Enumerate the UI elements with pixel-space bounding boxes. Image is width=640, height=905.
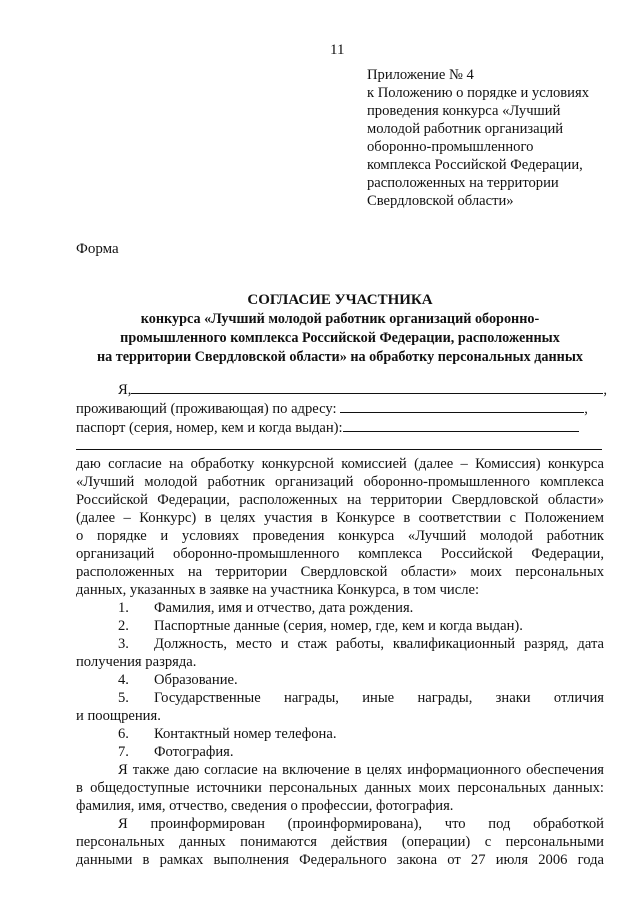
page-number: 11: [330, 42, 345, 58]
consent-line: «Лучший молодой работник организаций оборонно-промышленного комплекса: [76, 474, 604, 490]
list-number: 5.: [118, 690, 129, 706]
list-item: [76, 671, 604, 689]
appendix-note: [367, 66, 627, 210]
passport-label: паспорт (серия, номер, кем и когда выдан):: [76, 420, 343, 436]
consent-line: о порядке и условиях проведения конкурса «Лучший молодой работник: [76, 528, 604, 544]
list-item: [76, 599, 604, 617]
name-field[interactable]: [131, 380, 603, 394]
consent-line: данных, указанных в заявке на участника Конкурса, в том числе:: [76, 582, 480, 598]
informed-line: персональных данных понимаются действия (операции) с персональными: [76, 834, 604, 850]
list-item: [76, 635, 604, 653]
list-number: 3.: [118, 636, 129, 652]
list-item: [76, 689, 604, 707]
appendix-line: проведения конкурса «Лучший: [367, 103, 561, 119]
list-item: [76, 617, 604, 635]
appendix-line: расположенных на территории: [367, 175, 559, 191]
list-text: Государственные награды, иные награды, знаки отличия: [154, 690, 604, 706]
informed-line: Я проинформирован (проинформирована), что под обработкой: [118, 816, 604, 832]
address-field-row: [76, 399, 604, 418]
list-text-continued: получения разряда.: [76, 654, 197, 670]
consent-line: расположенных на территории Свердловской области» моих персональных: [76, 564, 604, 580]
also-consent-line: в общедоступные источники персональных данных моих персональных данных:: [76, 780, 604, 796]
appendix-line: оборонно-промышленного: [367, 139, 534, 155]
list-text: Образование.: [154, 672, 238, 688]
list-number: 6.: [118, 726, 129, 742]
list-number: 1.: [118, 600, 129, 616]
also-consent-line: Я также даю согласие на включение в целях информационного обеспечения: [118, 762, 604, 778]
name-label: Я,: [118, 382, 132, 398]
punct: ,: [603, 382, 608, 398]
document-title: [76, 291, 604, 367]
title-main: СОГЛАСИЕ УЧАСТНИКА: [247, 292, 433, 308]
title-sub-line: промышленного комплекса Российской Федерации, расположенных: [120, 330, 560, 346]
passport-field-row: [76, 418, 604, 437]
list-number: 7.: [118, 744, 129, 760]
list-text: Контактный номер телефона.: [154, 726, 337, 742]
list-number: 2.: [118, 618, 129, 634]
appendix-line: Приложение № 4: [367, 67, 474, 83]
list-item: [76, 743, 604, 761]
title-sub-line: конкурса «Лучший молодой работник организаций оборонно-: [140, 311, 540, 327]
list-text: Должность, место и стаж работы, квалификационный разряд, дата: [154, 636, 604, 652]
informed-line: данными в рамках выполнения Федерального закона от 27 июля 2006 года: [76, 852, 604, 868]
passport-field-continued[interactable]: [76, 447, 602, 450]
appendix-line: Свердловской области»: [367, 193, 514, 209]
document-body: [76, 380, 608, 869]
list-text-continued: и поощрения.: [76, 708, 161, 724]
appendix-line: к Положению о порядке и условиях: [367, 85, 589, 101]
underline-row: [76, 437, 604, 455]
punct: ,: [584, 401, 588, 417]
also-consent-line: фамилия, имя, отчество, сведения о профессии, фотография.: [76, 798, 454, 814]
form-label: Форма: [76, 241, 119, 257]
name-field-row: [76, 380, 608, 399]
list-text: Фамилия, имя и отчество, дата рождения.: [154, 600, 414, 616]
address-label: проживающий (проживающая) по адресу:: [76, 401, 337, 417]
list-text: Паспортные данные (серия, номер, где, кем и когда выдан).: [154, 618, 523, 634]
consent-line: даю согласие на обработку конкурсной комиссией (далее – Комиссия) конкурса: [76, 456, 604, 472]
passport-field[interactable]: [343, 418, 579, 432]
consent-line: Российской Федерации, расположенных на территории Свердловской области»: [76, 492, 604, 508]
address-field[interactable]: [340, 399, 584, 413]
list-item: [76, 725, 604, 743]
title-sub-line: на территории Свердловской области» на обработку персональных данных: [96, 349, 584, 365]
consent-line: организаций оборонно-промышленного комплекса Российской Федерации,: [76, 546, 604, 562]
appendix-line: молодой работник организаций: [367, 121, 564, 137]
consent-line: (далее – Конкурс) в целях участия в Конкурсе в соответствии с Положением: [76, 510, 604, 526]
list-number: 4.: [118, 672, 129, 688]
appendix-line: комплекса Российской Федерации,: [367, 157, 583, 173]
list-text: Фотография.: [154, 744, 234, 760]
